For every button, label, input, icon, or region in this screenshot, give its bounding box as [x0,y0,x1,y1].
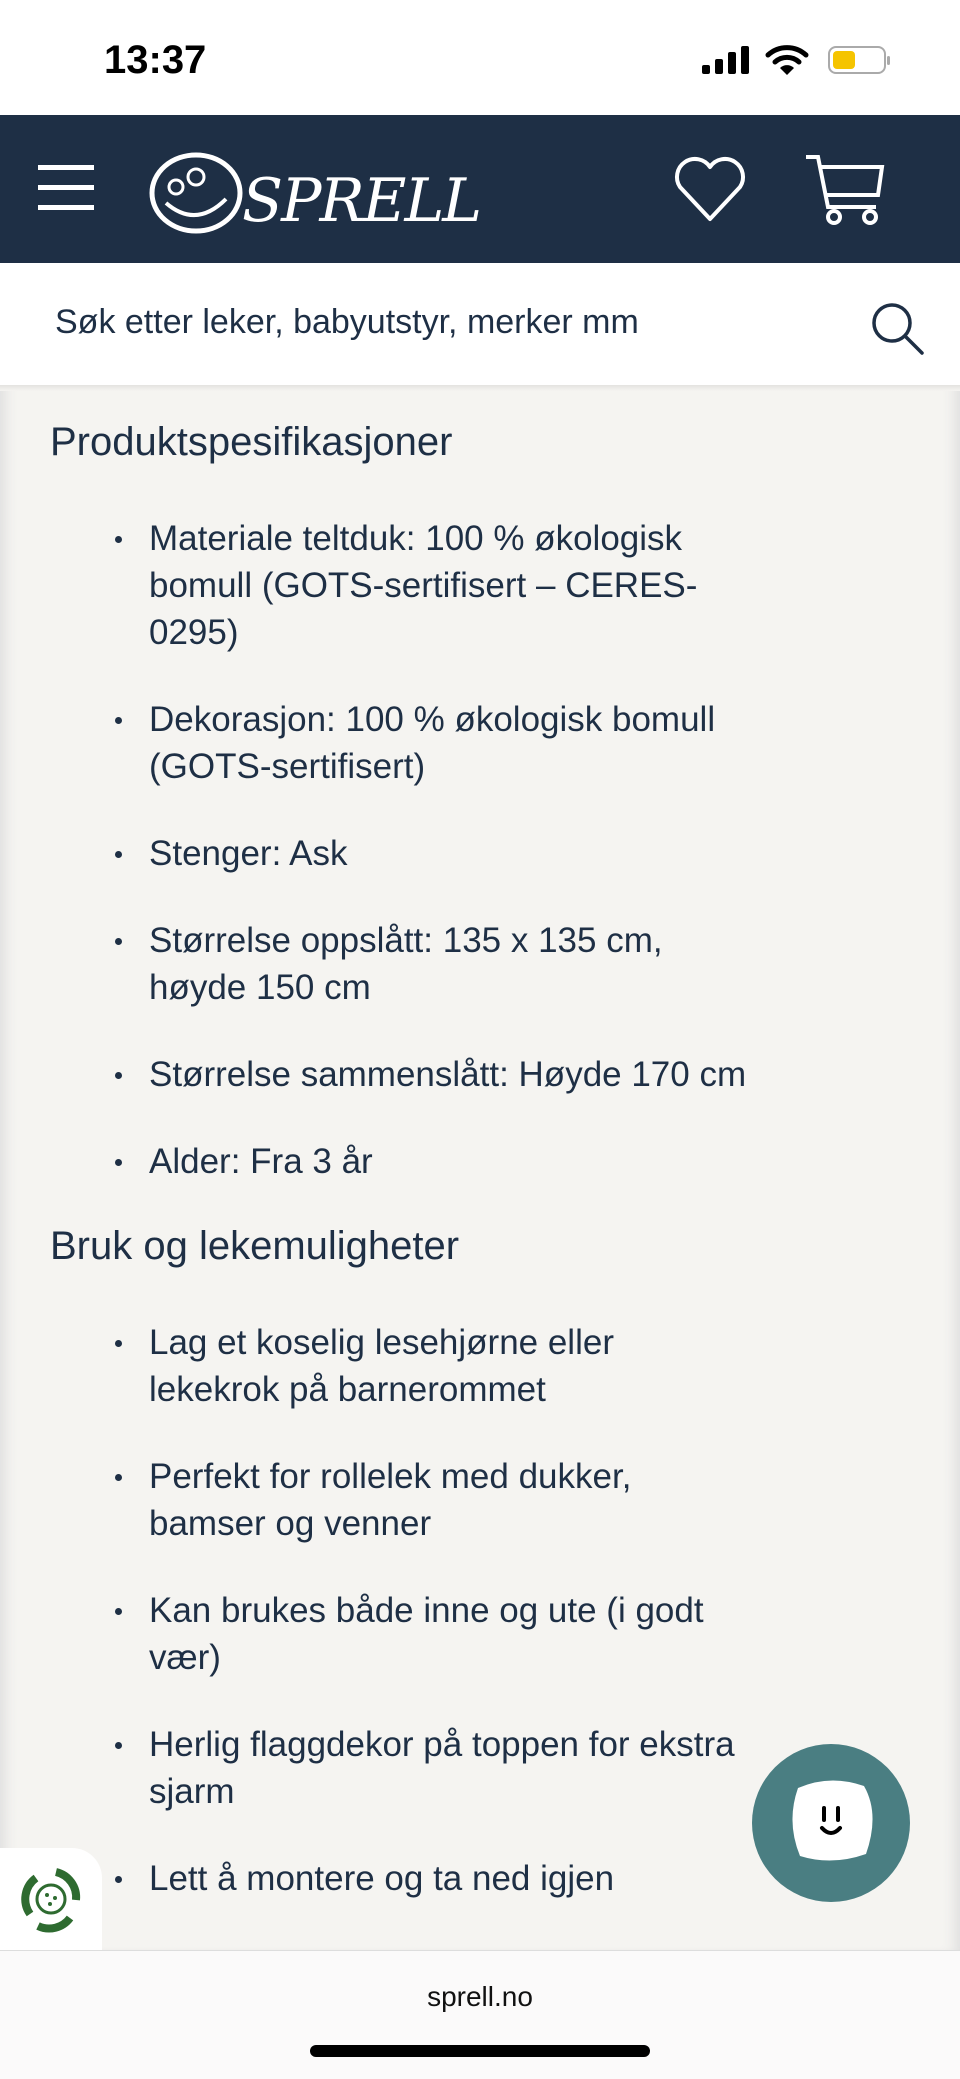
recycle-badge[interactable] [0,1848,102,1950]
search-icon[interactable] [870,301,926,357]
home-indicator[interactable] [310,2045,650,2057]
usage-list [50,1319,750,1902]
battery-icon [828,46,886,74]
status-bar [0,0,960,115]
cellular-signal-icon [702,46,750,74]
search-bar[interactable] [0,263,960,385]
list-item: Dekorasjon: 100 % økologisk bomull (GOTS-sertifisert) [149,696,749,790]
list-item: Kan brukes både inne og ute (i godt vær) [149,1587,749,1681]
site-header [0,115,960,263]
browser-bottom-bar [0,1950,960,2079]
sprell-logo[interactable] [146,143,481,244]
spec-list [50,515,750,1185]
list-item: Perfekt for rollelek med dukker, bamser og venner [149,1453,749,1547]
list-item: Materiale teltduk: 100 % økologisk bomull (GOTS-sertifisert – CERES-0295) [149,515,749,656]
chat-button[interactable] [752,1744,910,1902]
list-item: Herlig flaggdekor på toppen for ekstra sjarm [149,1721,749,1815]
product-description-panel [0,385,960,1950]
wifi-icon [766,44,808,76]
wishlist-heart-icon[interactable] [672,155,748,223]
section-heading: Produktspesifikasjoner [50,420,453,464]
list-item: Alder: Fra 3 år [149,1138,749,1185]
list-item: Lett å montere og ta ned igjen [149,1855,749,1902]
list-item: Størrelse sammenslått: Høyde 170 cm [149,1051,749,1098]
section-heading: Bruk og lekemuligheter [50,1224,460,1268]
browser-url[interactable]: sprell.no [427,1981,533,2012]
shopping-cart-icon[interactable] [804,153,886,227]
list-item: Størrelse oppslått: 135 x 135 cm, høyde 150 cm [149,917,749,1011]
search-input[interactable]: Søk etter leker, babyutstyr, merker mm [55,303,639,341]
recycle-icon [16,1864,86,1934]
list-item: Stenger: Ask [149,830,749,877]
hamburger-menu-button[interactable] [38,165,94,211]
list-item: Lag et koselig lesehjørne eller lekekrok på barnerommet [149,1319,749,1413]
smiley-chat-icon [780,1774,880,1870]
status-time: 13:37 [104,38,207,82]
svg-text:SPRELL: SPRELL [242,166,481,236]
